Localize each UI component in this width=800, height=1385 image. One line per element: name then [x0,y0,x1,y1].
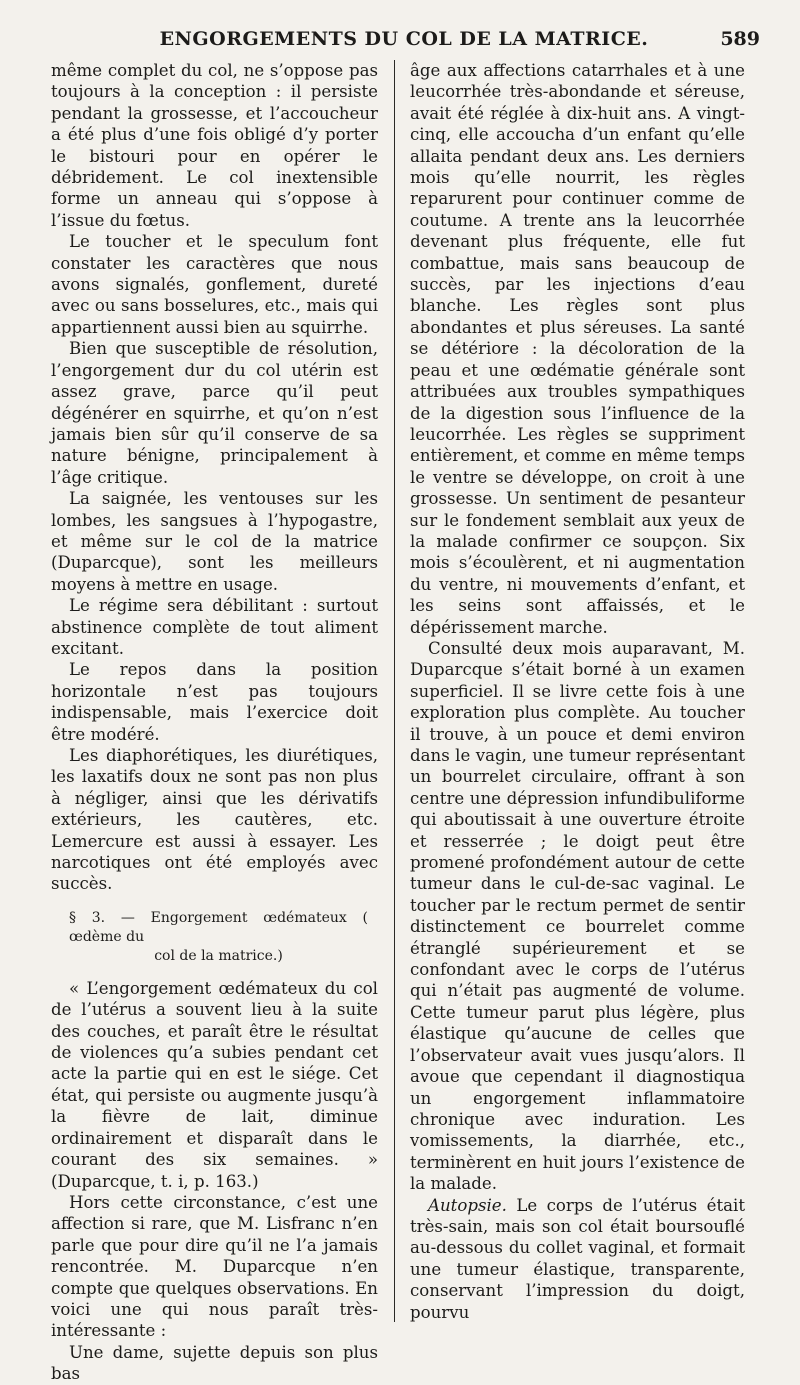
paragraph: âge aux affections catarrhales et à une leucorrhée très-abondande et séreuse, avait été réglée à dix-huit ans. A vingt-cinq, elle accoucha d’un enfant qu’elle allaita pendant deux ans. Les derniers mois qu’elle nourrit, les règles reparurent pour continuer comme de coutume. A trente ans la leucorrhée devenant plus fréquente, elle fut combattue, mais sans beaucoup de succès, par les injections d’eau blanche. Les règles sont plus abondantes et plus séreuses. La santé se détériore : la décoloration de la peau et une œdématie générale sont attribuées aux troubles sympathiques de la digestion sous l’influence de la leucorrhée. Les règles se suppriment entièrement, et comme en même temps le ventre se développe, on croit à une grossesse. Un sentiment de pesanteur sur le fondement semblait aux yeux de la malade confirmer ce soupçon. Six mois s’écoulèrent, et ni augmentation du ventre, ni mouvements d’enfant, et les seins sont affaissés, et le dépérissement marche. [410,61,745,637]
paragraph: Hors cette circonstance, c’est une affection si rare, que M. Lisfranc n’en parle que pour dire qu’il ne l’a jamais rencontrée. M. Duparcque n’en compte que quelques observations. En voici une qui nous paraît très-intéressante : [51,1192,378,1341]
column-divider [394,60,395,1322]
running-title: ENGORGEMENTS DU COL DE LA MATRICE. [159,28,649,50]
paragraph: La saignée, les ventouses sur les lombes, les sangsues à l’hypogastre, et même sur le col de la matrice (Duparcque), sont les meilleurs moyens à mettre en usage. [51,489,378,594]
paragraph: Consulté deux mois auparavant, M. Duparcque s’était borné à un examen superficiel. Il se livre cette fois à une exploration plus complète. Au toucher il trouve, à un pouce et demi environ dans le vagin, une tumeur représentant un bourrelet circulaire, offrant à son centre une dépression infundibuliforme qui aboutissait à une ouverture étroite et resserrée ; le doigt peut être promené profondément autour de cette tumeur dans le cul-de-sac vaginal. Le toucher par le rectum permet de sentir distinctement ce bourrelet comme étranglé supérieurement et se confondant avec le corps de l’utérus qui n’était pas augmenté de volume. Cette tumeur parut plus légère, plus élastique qu’aucune de celles que l’observateur avait vues jusqu’alors. Il avoue que cependant il diagnostiqua un engorgement inflammatoire chronique avec induration. Les vomissements, la diarrhée, etc., terminèrent en huit jours l’existence de la malade. [410,638,745,1194]
paragraph-autopsie [410,1195,745,1323]
section-heading [51,909,378,966]
section-heading-line: § 3. — Engorgement œdémateux ( œdème du [69,909,368,945]
page-number: 589 [720,28,760,50]
right-column [410,60,745,1323]
paragraph: « L’engorgement œdémateux du col de l’utérus a souvent lieu à la suite des couches, et paraît être le résultat de violences qu’a subies pendant cet acte la partie qui en est le siége. Cet état, qui persiste ou augmente jusqu’à la fièvre de lait, diminue ordinairement et disparaît dans le courant des six semaines. » (Duparcque, t. i, p. 163.) [51,978,378,1191]
paragraph: Les diaphorétiques, les diurétiques, les laxatifs doux ne sont pas non plus à négliger, ainsi que les dérivatifs extérieurs, les cautères, etc. Lemercure est aussi à essayer. Les narcotiques ont été employés avec succès. [51,746,378,894]
paragraph: Bien que susceptible de résolution, l’engorgement dur du col utérin est assez grave, parce qu’il peut dégénérer en squirrhe, et qu’on n’est jamais bien sûr qu’il conserve de sa nature bénigne, principalement à l’âge critique. [51,339,378,487]
autopsie-label: Autopsie. [428,1195,507,1215]
autopsie-text: Le corps de l’utérus était très-sain, mais son col était boursouflé au-dessous du collet vaginal, et formait une tumeur élastique, transparente, conservant l’impression du doigt, pourvu [410,1195,745,1322]
section-heading-line: col de la matrice.) [154,947,283,964]
paragraph: Le toucher et le speculum font constater les caractères que nous avons signalés, gonflement, dureté avec ou sans bosselures, etc., mais qui appartiennent aussi bien au squirrhe. [51,232,378,337]
paragraph: même complet du col, ne s’oppose pas toujours à la conception : il persiste pendant la grossesse, et l’accoucheur a été plus d’une fois obligé d’y porter le bistouri pour en opérer le débridement. Le col inextensible forme un anneau qui s’oppose à l’issue du fœtus. [51,61,378,230]
running-head [48,28,760,52]
paragraph: Le repos dans la position horizontale n’est pas toujours indispensable, mais l’exercice doit être modéré. [51,660,378,744]
paragraph: Le régime sera débilitant : surtout abstinence complète de tout aliment excitant. [51,596,378,658]
left-column [51,60,378,1385]
paragraph: Une dame, sujette depuis son plus bas [51,1342,378,1384]
